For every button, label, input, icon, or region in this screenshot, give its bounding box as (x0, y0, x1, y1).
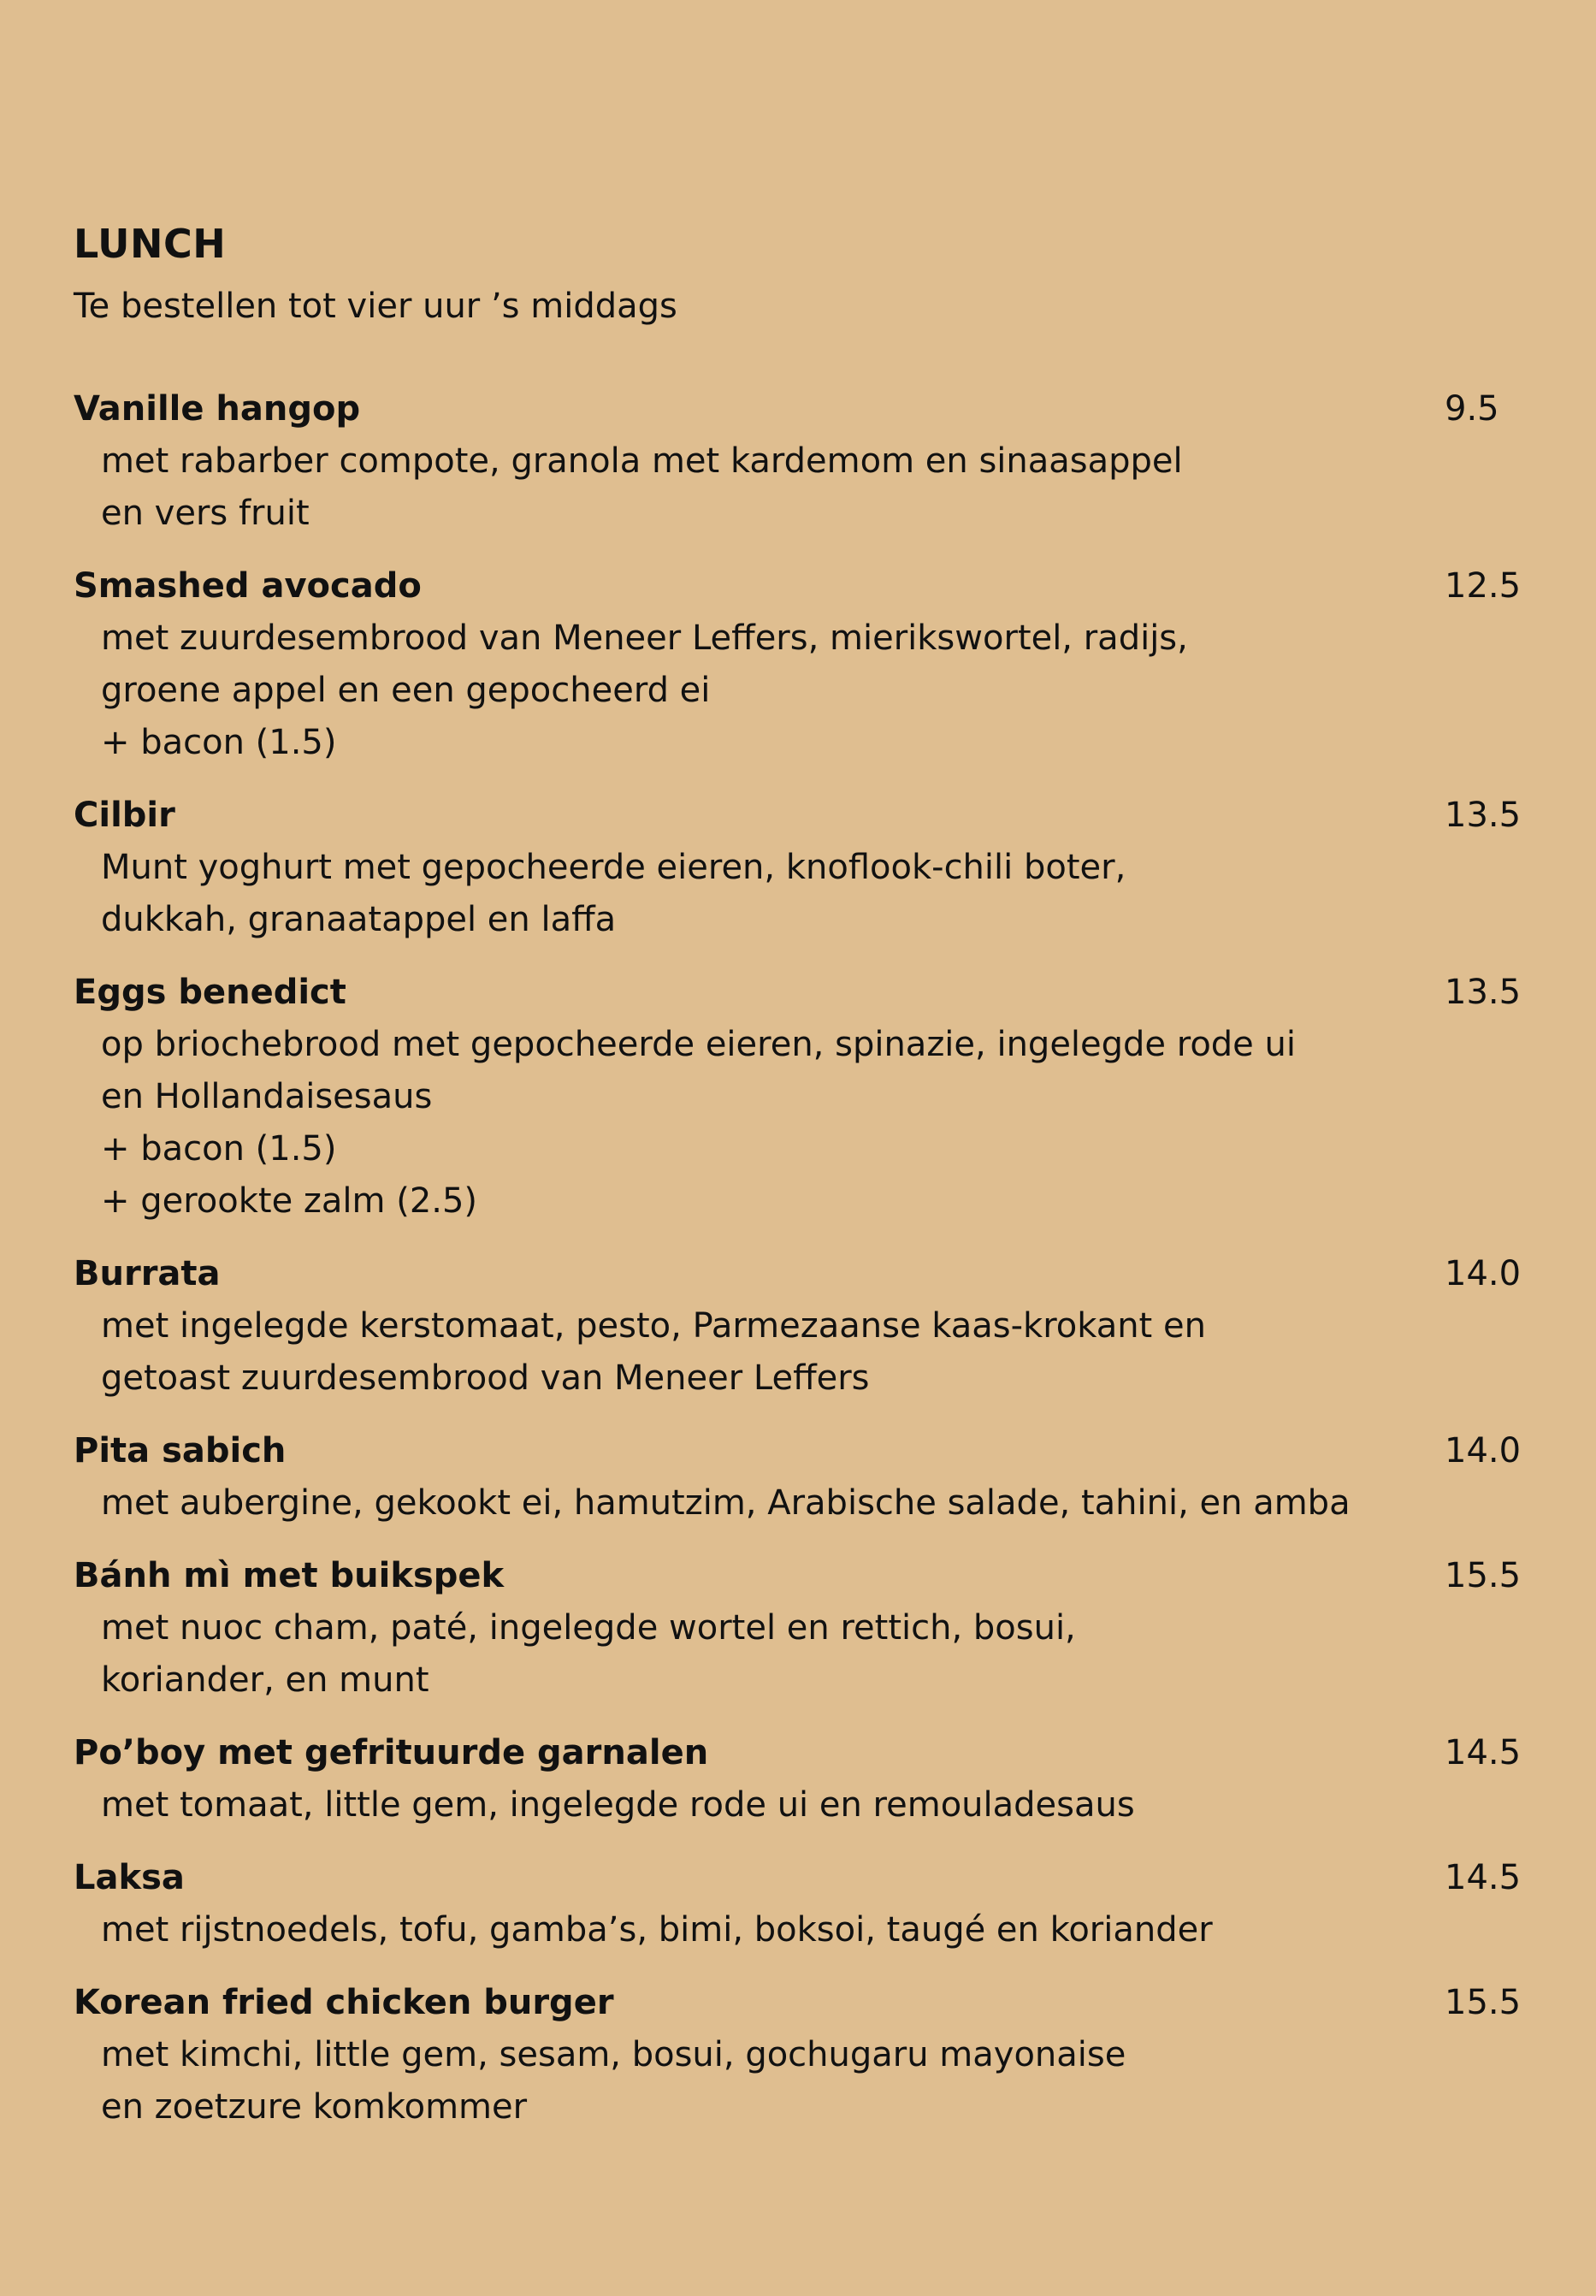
menu-item (74, 560, 1528, 769)
menu-item (74, 383, 1528, 540)
menu-item (74, 1727, 1528, 1831)
item-name: Korean fried chicken burger (74, 1983, 614, 2022)
item-price: 14.5 (1445, 1858, 1522, 1897)
item-description: en Hollandaisesaus (101, 1077, 433, 1116)
item-description: dukkah, granaatappel en laffa (101, 900, 617, 939)
item-description: koriander, en munt (101, 1660, 429, 1700)
item-description: met ingelegde kerstomaat, pesto, Parmezaanse kaas-krokant en (101, 1306, 1206, 1346)
menu-item (74, 1550, 1528, 1707)
menu-item (74, 1977, 1528, 2133)
item-description: groene appel en een gepocheerd ei (101, 671, 711, 710)
menu-title: LUNCH (74, 221, 227, 267)
item-price: 14.0 (1445, 1254, 1522, 1293)
item-name: Pita sabich (74, 1431, 287, 1471)
item-description: en vers fruit (101, 494, 310, 533)
menu-item (74, 790, 1528, 946)
item-price: 15.5 (1445, 1983, 1522, 2022)
item-addon: + bacon (1.5) (101, 723, 337, 762)
item-name: Smashed avocado (74, 566, 422, 606)
item-name: Bánh mì met buikspek (74, 1556, 505, 1595)
item-addon: + gerookte zalm (2.5) (101, 1181, 478, 1221)
menu-item (74, 1248, 1528, 1405)
item-price: 14.0 (1445, 1431, 1522, 1471)
menu-items (74, 383, 1528, 2154)
item-price: 12.5 (1445, 566, 1522, 606)
menu-item (74, 1852, 1528, 1956)
item-description: op briochebrood met gepocheerde eieren, spinazie, ingelegde rode ui (101, 1025, 1296, 1064)
item-name: Vanille hangop (74, 389, 361, 429)
item-description: met zuurdesembrood van Meneer Leffers, mierikswortel, radijs, (101, 618, 1188, 658)
item-price: 15.5 (1445, 1556, 1522, 1595)
item-name: Po’boy met gefrituurde garnalen (74, 1733, 709, 1772)
item-price: 14.5 (1445, 1733, 1522, 1772)
item-description: en zoetzure komkommer (101, 2087, 528, 2127)
menu-item (74, 967, 1528, 1228)
item-description: met rabarber compote, granola met kardemom en sinaasappel (101, 441, 1183, 481)
item-description: met rijstnoedels, tofu, gamba’s, bimi, boksoi, taugé en koriander (101, 1910, 1213, 1950)
item-price: 9.5 (1445, 389, 1499, 429)
item-name: Burrata (74, 1254, 221, 1293)
item-description: Munt yoghurt met gepocheerde eieren, knoflook-chili boter, (101, 848, 1126, 887)
item-price: 13.5 (1445, 796, 1522, 835)
item-description: met tomaat, little gem, ingelegde rode ui en remouladesaus (101, 1785, 1135, 1825)
item-name: Laksa (74, 1858, 185, 1897)
item-description: getoast zuurdesembrood van Meneer Leffers (101, 1358, 870, 1398)
item-description: met kimchi, little gem, sesam, bosui, gochugaru mayonaise (101, 2035, 1126, 2074)
item-description: met aubergine, gekookt ei, hamutzim, Arabische salade, tahini, en amba (101, 1483, 1351, 1523)
item-addon: + bacon (1.5) (101, 1129, 337, 1169)
menu-subtitle: Te bestellen tot vier uur ’s middags (74, 287, 677, 326)
item-price: 13.5 (1445, 973, 1522, 1012)
item-description: met nuoc cham, paté, ingelegde wortel en rettich, bosui, (101, 1608, 1076, 1648)
menu-item (74, 1425, 1528, 1530)
item-name: Cilbir (74, 796, 175, 835)
item-name: Eggs benedict (74, 973, 346, 1012)
